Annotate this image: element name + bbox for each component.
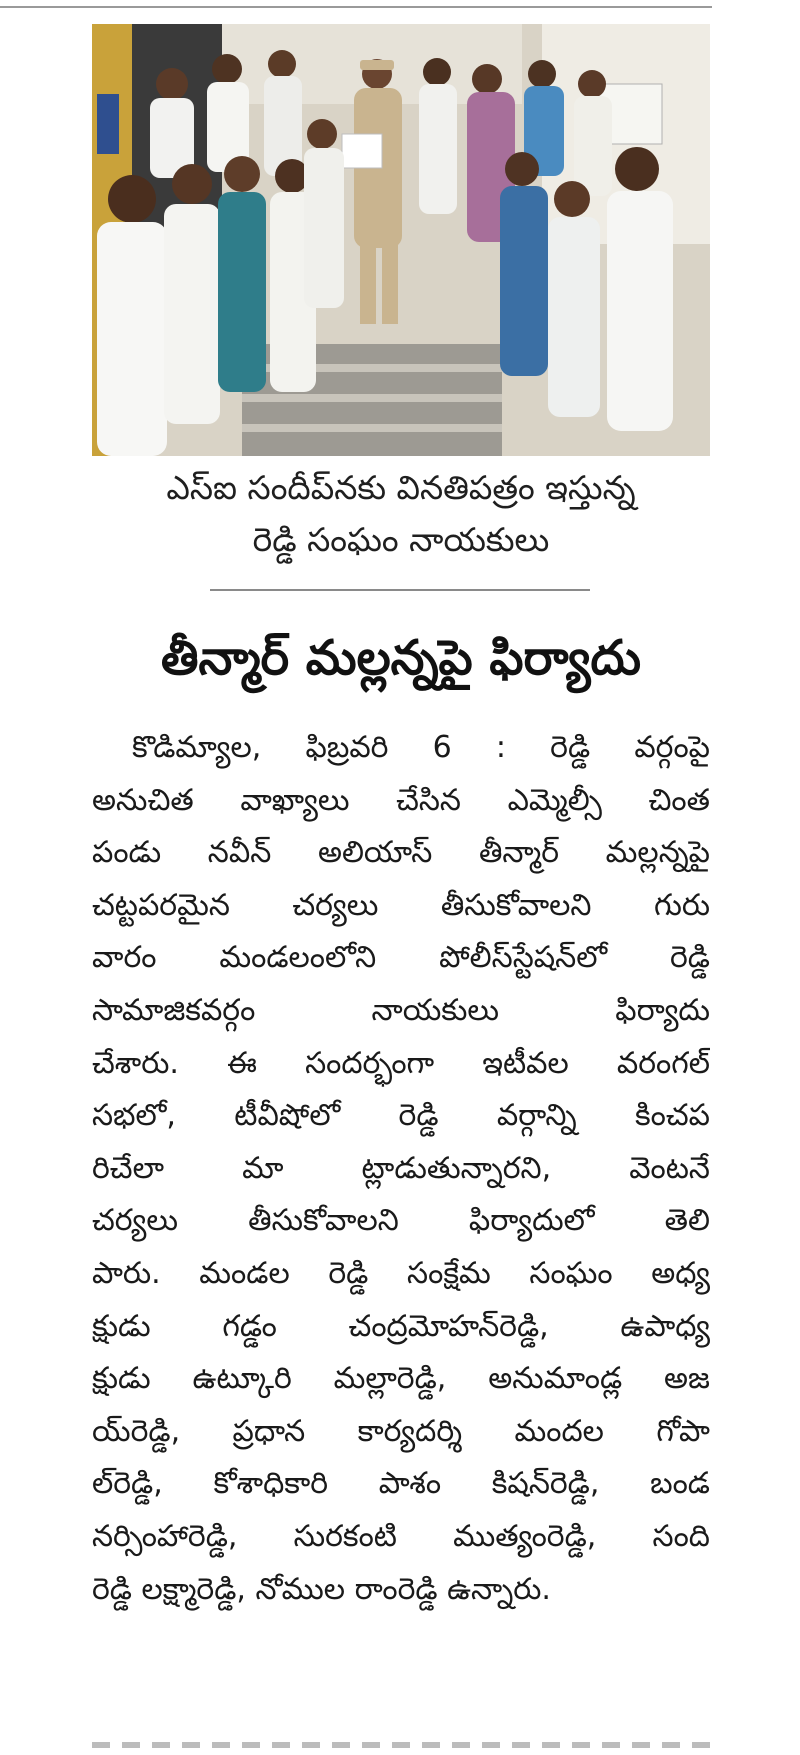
body-line: పారు. మండల రెడ్డి సంక్షేమ సంఘం అధ్య	[92, 1255, 710, 1291]
article-body	[92, 722, 710, 1616]
body-line: చర్యలు తీసుకోవాలని ఫిర్యాదులో తెలి	[92, 1203, 710, 1239]
top-rule	[0, 6, 712, 8]
photo-caption	[92, 462, 710, 566]
body-line: అనుచిత వాఖ్యాలు చేసిన ఎమ్మెల్సీ చింత	[92, 782, 710, 818]
body-line: సభలో, టీవీషోలో రెడ్డి వర్గాన్ని కించప	[92, 1098, 710, 1134]
cut-off-text-strip	[92, 1742, 710, 1748]
caption-line-2: రెడ్డి సంఘం నాయకులు	[252, 520, 550, 559]
caption-line-1: ఎస్ఐ సందీప్‌నకు వినతిపత్రం ఇస్తున్న	[166, 468, 636, 507]
body-line: కొడిమ్యాల, ఫిబ్రవరి 6 : రెడ్డి వర్గంపై	[132, 730, 710, 765]
body-line: సామాజికవర్గం నాయకులు ఫిర్యాదు	[92, 992, 710, 1028]
body-line: రెడ్డి లక్ష్మారెడ్డి, నోముల రాంరెడ్డి ఉన్నారు.	[92, 1571, 551, 1607]
body-line: నర్సింహారెడ్డి, సురకంటి ముత్యంరెడ్డి, సంది	[92, 1518, 710, 1554]
body-line: ల్‌రెడ్డి, కోశాధికారి పాశం కిషన్‌రెడ్డి, బండ	[92, 1466, 710, 1502]
article-headline: తీన్మార్ మల్లన్నపై ఫిర్యాదు	[161, 630, 641, 686]
body-line: క్షుడు ఉట్కూరి మల్లారెడ్డి, అనుమాండ్ల అజ	[92, 1361, 710, 1397]
caption-divider	[210, 589, 590, 591]
group-photo-illustration	[92, 24, 710, 456]
body-line: చట్టపరమైన చర్యలు తీసుకోవాలని గురు	[92, 887, 710, 923]
body-line: క్షుడు గడ్డం చంద్రమోహన్‌రెడ్డి, ఉపాధ్య	[92, 1308, 710, 1344]
body-line: వారం మండలంలోని పోలీస్‌స్టేషన్‌లో రెడ్డి	[92, 940, 710, 976]
body-line: రిచేలా మా ట్లాడుతున్నారని, వెంటనే	[92, 1150, 710, 1186]
body-line: పండు నవీన్ అలియాస్ తీన్మార్ మల్లన్నపై	[92, 835, 710, 871]
news-photo	[92, 24, 710, 456]
body-line: చేశారు. ఈ సందర్భంగా ఇటీవల వరంగల్	[92, 1045, 710, 1081]
body-line: య్‌రెడ్డి, ప్రధాన కార్యదర్శి మందల గోపా	[92, 1413, 710, 1449]
